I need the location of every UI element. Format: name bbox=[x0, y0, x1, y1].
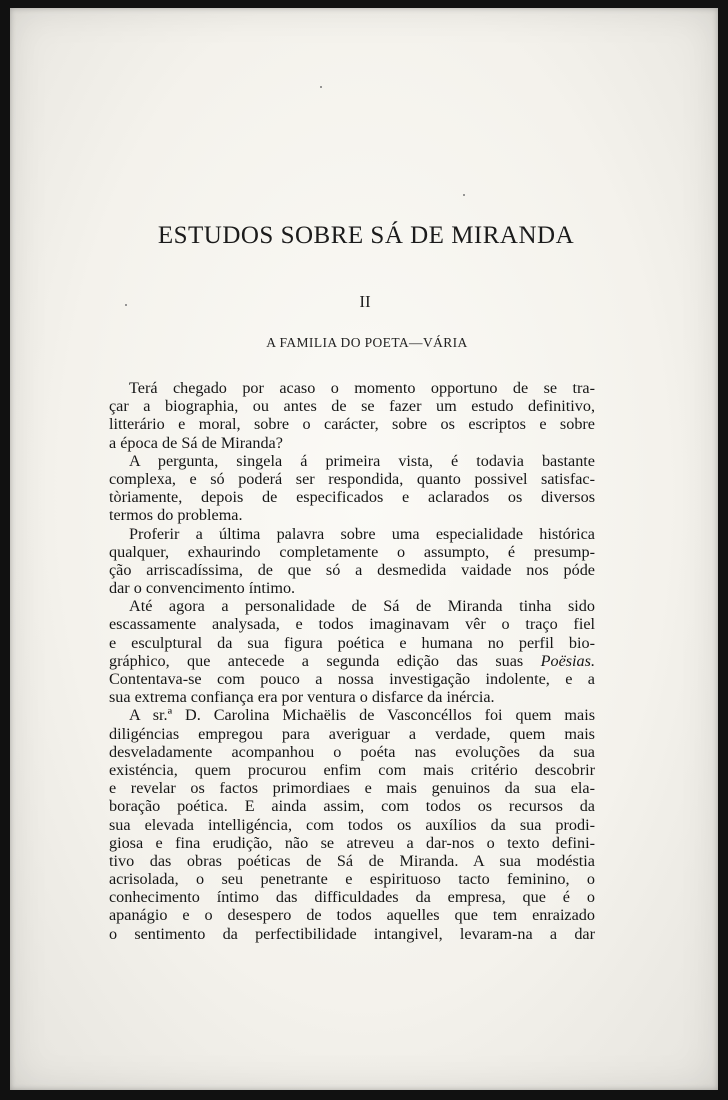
text-line: desveladamente acompanhou o poéta nas evoluções da sua bbox=[109, 742, 595, 761]
text-line: dar o convencimento íntimo. bbox=[109, 579, 296, 598]
dust-speck bbox=[463, 194, 465, 196]
italic-title: Poësias. bbox=[540, 651, 595, 670]
text-line-with-italic bbox=[109, 652, 595, 670]
text-line: sua extrema confiança era por ventura o disfarce da inércia. bbox=[109, 688, 495, 707]
text-line: Terá chegado por acaso o momento opportuno de se tra- bbox=[129, 379, 595, 397]
text-line: escassamente analysada, e todos imaginavam vêr o traço fiel bbox=[109, 615, 595, 634]
text-line: ção arriscadíssima, de que só a desmedida vaidade nos póde bbox=[109, 560, 595, 579]
text-line: a época de Sá de Miranda? bbox=[109, 433, 283, 452]
text-line: Proferir a última palavra sobre uma especialidade histórica bbox=[129, 524, 595, 543]
dust-speck bbox=[320, 86, 322, 88]
page-title: ESTUDOS SOBRE SÁ DE MIRANDA bbox=[157, 222, 575, 249]
text-line: sua elevada intelligéncia, com todos os auxílios da sua prodi- bbox=[109, 815, 595, 834]
section-numeral: II bbox=[359, 292, 371, 311]
text-line: apanágio e o desespero de todos aquelles que tem enraizado bbox=[109, 906, 595, 925]
text-line: o sentimento da perfectibilidade intangivel, levaram-na a dar bbox=[109, 924, 595, 943]
body-text bbox=[109, 379, 595, 943]
text-line: çar a biographia, ou antes de se fazer um estudo definitivo, bbox=[109, 397, 595, 416]
text-line: Até agora a personalidade de Sá de Miranda tinha sido bbox=[129, 597, 595, 616]
text-line: complexa, e só poderá ser respondida, quanto possivel satisfac- bbox=[109, 469, 595, 488]
document-page bbox=[10, 8, 718, 1090]
text-line: A sr.ª D. Carolina Michaëlis de Vasconcéllos foi quem mais bbox=[129, 706, 595, 725]
text-line: A pergunta, singela á primeira vista, é todavia bastante bbox=[129, 451, 595, 470]
text-line: boração poética. E ainda assim, com todos os recursos da bbox=[109, 797, 595, 816]
text-line: qualquer, exhaurindo completamente o assumpto, é presump- bbox=[109, 542, 595, 561]
text-line: tòriamente, depois de especificados e aclarados os diversos bbox=[109, 488, 595, 507]
text-line: giosa e fina erudição, não se atreveu a dar-nos o texto defini- bbox=[109, 833, 595, 852]
text-line: Contentava-se com pouco a nossa investigação indolente, e a bbox=[109, 670, 595, 688]
text-line: gráphico, que antecede a segunda edição das suas bbox=[109, 651, 524, 670]
text-line: existéncia, quem procurou enfim com mais critério descobrir bbox=[109, 760, 595, 779]
text-line: diligéncias empregou para averiguar a verdade, quem mais bbox=[109, 724, 595, 743]
text-line: conhecimento íntimo das difficuldades da empresa, que é o bbox=[109, 888, 595, 907]
text-line: e esculptural da sua figura poética e humana no perfil bio- bbox=[109, 633, 595, 652]
section-subtitle: A FAMILIA DO POETA—VÁRIA bbox=[266, 335, 468, 350]
text-line: termos do problema. bbox=[109, 506, 243, 525]
text-line: tivo das obras poéticas de Sá de Miranda. A sua modéstia bbox=[109, 851, 595, 870]
text-line: e revelar os factos primordiaes e mais genuinos da sua ela- bbox=[109, 779, 595, 798]
text-line: litterário e moral, sobre o carácter, sobre os escriptos e sobre bbox=[109, 415, 595, 434]
text-line: acrisolada, o seu penetrante e espirituoso tacto feminino, o bbox=[109, 870, 595, 889]
